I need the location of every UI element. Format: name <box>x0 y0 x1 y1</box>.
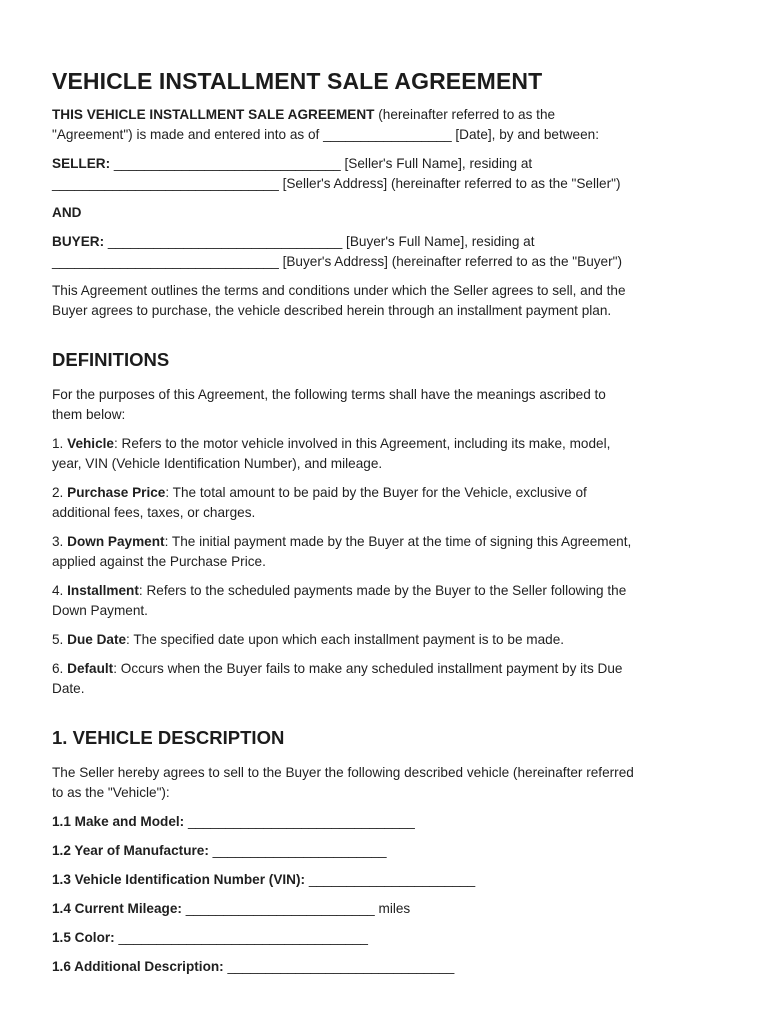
seller-paragraph <box>52 154 732 194</box>
buyer-label: BUYER: <box>52 234 105 249</box>
definition-text: : Refers to the scheduled payments made by the Buyer to the Seller following the <box>138 583 627 598</box>
definition-item <box>52 483 732 523</box>
definition-item <box>52 630 732 650</box>
field-label: 1.2 Year of Manufacture: <box>52 843 209 858</box>
definition-term: Vehicle <box>67 436 114 451</box>
field-blank[interactable]: _________________________ <box>181 901 375 916</box>
definitions-heading: DEFINITIONS <box>52 349 170 370</box>
field-color <box>52 928 732 948</box>
field-make-model <box>52 812 732 832</box>
definition-term: Down Payment <box>67 534 165 549</box>
definition-item <box>52 532 732 572</box>
field-mileage <box>52 899 732 919</box>
definitions-intro-line1: For the purposes of this Agreement, the following terms shall have the meanings ascribed to <box>52 387 606 402</box>
buyer-line2: ______________________________ [Buyer's Address] (hereinafter referred to as the "Buyer") <box>52 254 622 269</box>
field-label: 1.1 Make and Model: <box>52 814 185 829</box>
field-blank[interactable]: ______________________ <box>305 872 476 887</box>
field-suffix: miles <box>374 901 411 916</box>
definition-text-cont: Down Payment. <box>52 603 148 618</box>
definition-number: 3. <box>52 534 68 549</box>
vehicle-intro <box>52 763 732 803</box>
definition-text-cont: Date. <box>52 681 85 696</box>
seller-label: SELLER: <box>52 156 111 171</box>
definitions-section <box>52 349 732 699</box>
buyer-paragraph <box>52 232 732 272</box>
definitions-intro-line2: them below: <box>52 407 126 422</box>
field-additional-description <box>52 957 732 977</box>
definition-number: 5. <box>52 632 68 647</box>
definition-term: Installment <box>67 583 139 598</box>
vehicle-description-heading: 1. VEHICLE DESCRIPTION <box>52 727 285 748</box>
field-label: 1.5 Color: <box>52 930 115 945</box>
definition-term: Default <box>67 661 114 676</box>
field-year <box>52 841 732 861</box>
seller-line1: ______________________________ [Seller's Full Name], residing at <box>110 156 533 171</box>
field-blank[interactable]: ______________________________ <box>223 959 455 974</box>
definition-text: : The initial payment made by the Buyer at the time of signing this Agreement, <box>164 534 632 549</box>
document-title: VEHICLE INSTALLMENT SALE AGREEMENT <box>52 68 543 94</box>
buyer-line1: _______________________________ [Buyer's Full Name], residing at <box>104 234 535 249</box>
field-blank[interactable]: _______________________ <box>208 843 387 858</box>
intro-paragraph <box>52 105 732 145</box>
definition-item <box>52 581 732 621</box>
definition-text: : Refers to the motor vehicle involved in this Agreement, including its make, model, <box>113 436 611 451</box>
definition-item <box>52 659 732 699</box>
field-label: 1.4 Current Mileage: <box>52 901 182 916</box>
and-separator: AND <box>52 205 82 220</box>
vehicle-fields <box>52 812 732 977</box>
field-blank[interactable]: _________________________________ <box>114 930 368 945</box>
definition-term: Purchase Price <box>67 485 166 500</box>
vehicle-intro-line1: The Seller hereby agrees to sell to the Buyer the following described vehicle (hereinafter referred <box>52 765 634 780</box>
document-page <box>52 68 732 986</box>
definition-number: 2. <box>52 485 68 500</box>
definition-text-cont: applied against the Purchase Price. <box>52 554 266 569</box>
definitions-intro <box>52 385 732 425</box>
definition-term: Due Date <box>67 632 127 647</box>
definition-number: 6. <box>52 661 68 676</box>
definition-text: : Occurs when the Buyer fails to make any scheduled installment payment by its Due <box>113 661 623 676</box>
purpose-line2: Buyer agrees to purchase, the vehicle described herein through an installment payment plan. <box>52 303 612 318</box>
purpose-paragraph <box>52 281 732 321</box>
field-label: 1.3 Vehicle Identification Number (VIN): <box>52 872 306 887</box>
vehicle-intro-line2: to as the "Vehicle"): <box>52 785 170 800</box>
definition-text: : The total amount to be paid by the Buyer for the Vehicle, exclusive of <box>165 485 587 500</box>
intro-line2: "Agreement") is made and entered into as of _________________ [Date], by and between: <box>52 127 599 142</box>
intro-line1: (hereinafter referred to as the <box>374 107 556 122</box>
field-vin <box>52 870 732 890</box>
purpose-line1: This Agreement outlines the terms and conditions under which the Seller agrees to sell, and the <box>52 283 626 298</box>
definition-text-cont: year, VIN (Vehicle Identification Number), and mileage. <box>52 456 383 471</box>
seller-line2: ______________________________ [Seller's Address] (hereinafter referred to as the "Seller") <box>52 176 621 191</box>
intro-bold: THIS VEHICLE INSTALLMENT SALE AGREEMENT <box>52 107 375 122</box>
definition-item <box>52 434 732 474</box>
field-blank[interactable]: ______________________________ <box>184 814 415 829</box>
vehicle-description-section <box>52 727 732 977</box>
field-label: 1.6 Additional Description: <box>52 959 224 974</box>
definition-text: : The specified date upon which each installment payment is to be made. <box>126 632 565 647</box>
definition-number: 1. <box>52 436 68 451</box>
definition-text-cont: additional fees, taxes, or charges. <box>52 505 256 520</box>
definition-number: 4. <box>52 583 68 598</box>
